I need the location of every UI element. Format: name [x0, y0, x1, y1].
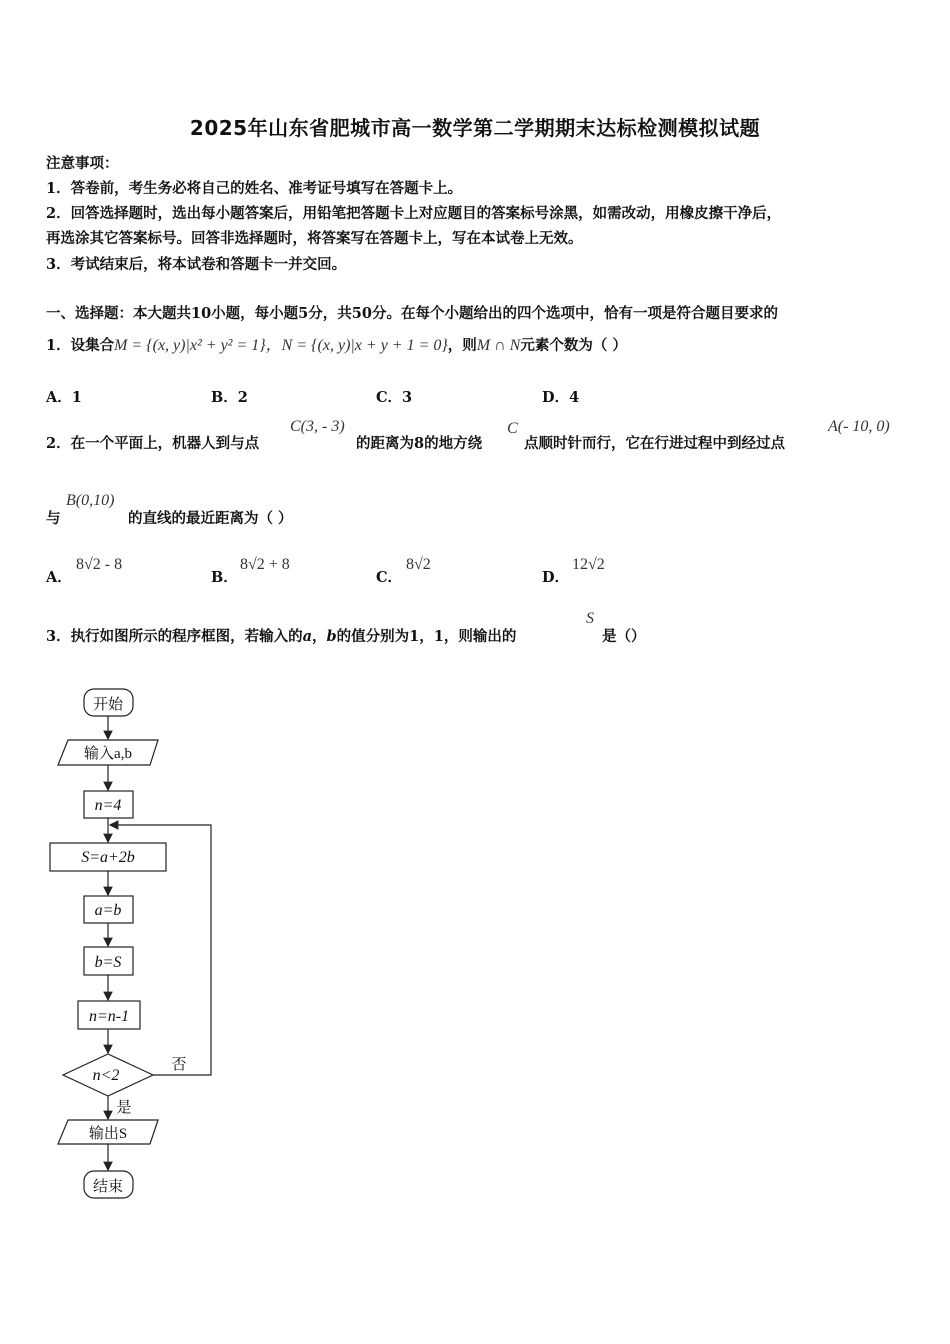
q2-option-a-label: A．: [46, 569, 72, 586]
q3-part1: 3．执行如图所示的程序框图，若输入的: [46, 628, 303, 645]
notice-heading: 注意事项：: [46, 155, 119, 172]
q2-part4: 与: [46, 510, 61, 527]
q1-option-a: A．1: [46, 389, 82, 406]
q2-option-c-label: C．: [376, 569, 403, 586]
flow-output-label: 输出S: [88, 1126, 128, 1142]
flowchart: [0, 680, 260, 1210]
q2-part5: 的直线的最近距离为（ ）: [128, 510, 293, 527]
q2-option-a-value: 8√2 - 8: [76, 556, 123, 573]
q3-comma: ，: [312, 628, 327, 645]
q2-point-a: A(- 10, 0): [828, 418, 890, 435]
flow-cond-label: n<2: [92, 1067, 120, 1084]
q1-prefix: 1．设集合: [46, 337, 115, 354]
question-1: [46, 332, 627, 355]
flow-input-label: 输入a,b: [84, 746, 132, 762]
flow-init-label: n=4: [94, 797, 122, 814]
flow-no-label: 否: [171, 1057, 187, 1073]
q3-part2: 的值分别为1，1，则输出的: [336, 628, 517, 645]
q1-set-n: ，N = {(x, y)|x + y + 1 = 0}: [265, 337, 448, 354]
q2-option-b-value: 8√2 + 8: [240, 556, 290, 573]
question-3: [46, 625, 516, 646]
notice-item-1: 1．答卷前，考生务必将自己的姓名、准考证号填写在答题卡上。: [46, 180, 463, 197]
q2-option-b-label: B．: [211, 569, 238, 586]
q3-var-s: S: [586, 610, 594, 627]
notice-item-2-cont: 再选涂其它答案标号。回答非选择题时，将答案写在答题卡上，写在本试卷上无效。: [46, 230, 583, 247]
flow-step3-label: b=S: [94, 954, 122, 971]
q1-mid: ，则: [447, 337, 477, 354]
q3-var-a: a: [302, 628, 312, 645]
flow-step4-label: n=n-1: [88, 1008, 130, 1025]
flow-start-label: 开始: [92, 697, 124, 713]
q1-suffix: 元素个数为（ ）: [520, 337, 627, 354]
notice-item-3: 3．考试结束后，将本试卷和答题卡一并交回。: [46, 256, 347, 273]
q1-option-d: D．4: [542, 389, 580, 406]
q3-var-b: b: [326, 628, 337, 645]
q1-option-b: B．2: [211, 389, 248, 406]
q2-part2: 的距离为8的地方绕: [356, 435, 483, 452]
section-heading: 一、选择题：本大题共10小题，每小题5分，共50分。在每个小题给出的四个选项中，恰有一项是符合题目要求的: [46, 305, 778, 322]
q1-set-m: M = {(x, y)|x² + y² = 1}: [114, 337, 266, 354]
q1-intersection: M ∩ N: [476, 337, 521, 354]
q2-part3: 点顺时针而行，它在行进过程中到经过点: [524, 435, 785, 452]
q2-option-d-value: 12√2: [572, 556, 605, 573]
q3-part3: 是（）: [602, 628, 646, 645]
flow-step1-label: S=a+2b: [81, 849, 135, 866]
flow-step2-label: a=b: [94, 902, 122, 919]
q2-part1: 2．在一个平面上，机器人到与点: [46, 435, 260, 452]
q2-point-b: B(0,10): [66, 492, 115, 509]
flow-end-label: 结束: [92, 1179, 124, 1195]
flow-yes-label: 是: [116, 1100, 132, 1116]
q2-letter-c: C: [507, 420, 518, 437]
page-title: 2025年山东省肥城市高一数学第二学期期末达标检测模拟试题: [189, 116, 761, 140]
q2-option-d-label: D．: [542, 569, 570, 586]
q2-point-c: C(3, - 3): [290, 418, 345, 435]
notice-item-2: 2．回答选择题时，选出每小题答案后，用铅笔把答题卡上对应题目的答案标号涂黑，如需改动，用橡皮擦干净后，: [46, 205, 782, 222]
q2-option-c-value: 8√2: [406, 556, 431, 573]
q1-option-c: C．3: [376, 389, 413, 406]
